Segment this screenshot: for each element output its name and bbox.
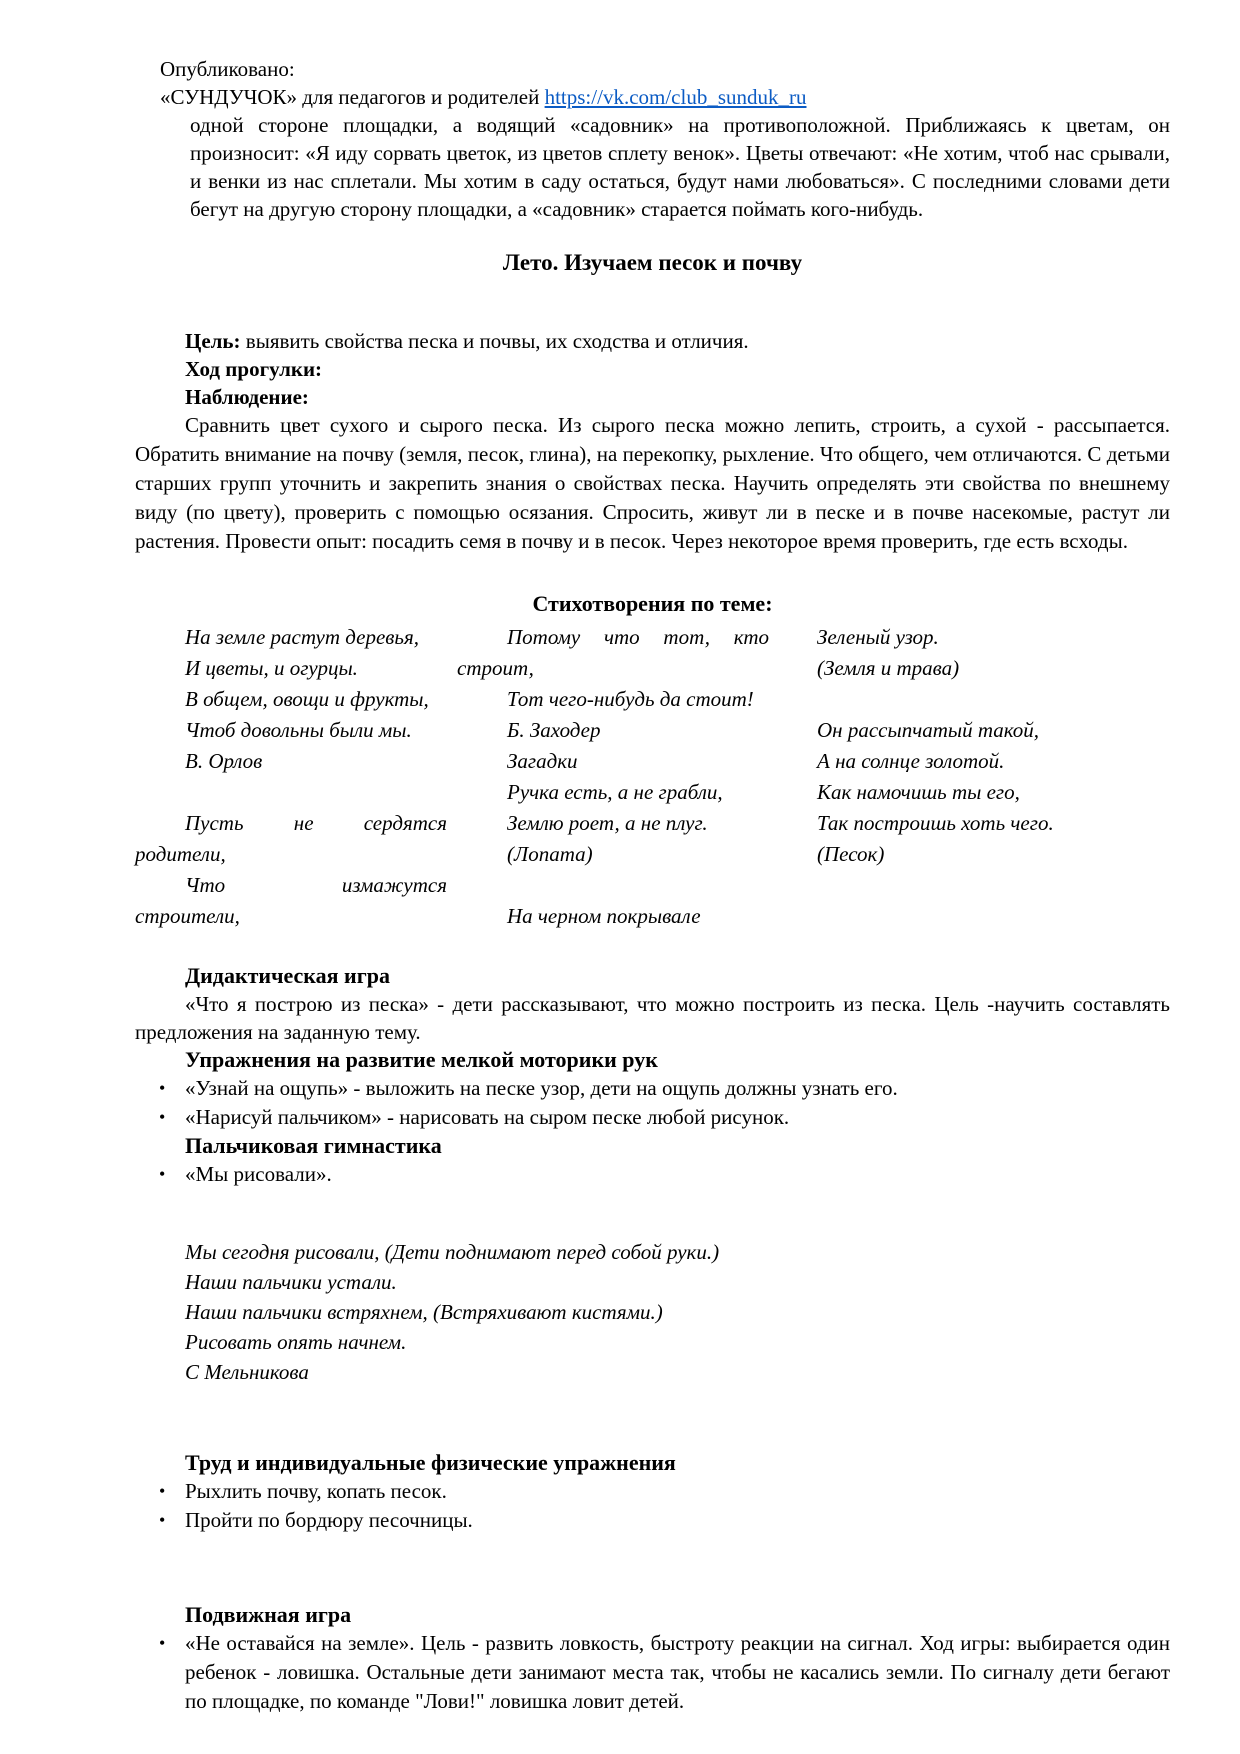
poem-column-3 [817,622,1170,932]
poem-line: (Лопата) [507,842,593,866]
poem-line: (Земля и трава) [817,656,960,680]
poem-line: В общем, овощи и фрукты, [185,687,429,711]
bullet-icon: • [159,1633,166,1653]
poem-line: Ручка есть, а не грабли, [507,780,723,804]
bullet-icon: • [159,1107,166,1127]
list-item-text: Пройти по бордюру песочницы. [185,1508,473,1532]
observation-heading: Наблюдение: [185,385,309,409]
intro-paragraph: одной стороне площадки, а водящий «садовник» на противоположной. Приближаясь к цветам, он произносит: «Я иду сорвать цветок, из цветов сплету венок». Цветы отвечают: «Не хотим, чтоб нас срывали, и венки из нас сплетали. Мы хотим в саду остаться, будут нами любоваться». С последними словами дети бегут на другую сторону площадки, а «садовник» старается поймать кого-нибудь. [190,113,1170,221]
goal-text: выявить свойства песка и почвы, их сходства и отличия. [240,329,749,353]
poem-column-2 [457,622,769,932]
list-item [135,1074,1170,1103]
walk-heading: Ход прогулки: [185,357,323,381]
poem-line: А на солнце золотой. [817,749,1005,773]
bullet-icon: • [159,1164,166,1184]
published-label: Опубликовано: [160,57,295,81]
list-item [135,1629,1170,1716]
poem-line: Пусть не сердятся [185,811,447,835]
goal-line [135,327,1170,355]
poem-line: Так построишь хоть чего. [817,811,1054,835]
list-item [135,1477,1170,1506]
poem-line: Чтоб довольны были мы. [185,718,412,742]
list-item-text: «Мы рисовали». [185,1162,332,1186]
list-item [135,1506,1170,1535]
audience-text: «СУНДУЧОК» для педагогов и родителей [160,85,545,109]
poem-line: Зеленый узор. [817,625,939,649]
list-item-text: «Не оставайся на земле». Цель - развить ловкость, быстроту реакции на сигнал. Ход игры: выбирается один ребенок - ловишка. Остальные дети занимают места так, чтобы не касались земли. По сигналу дети бегают по площадке, по команде "Лови!" ловишка ловит детей. [185,1631,1170,1713]
labor-heading: Труд и индивидуальные физические упражнения [185,1450,676,1475]
poem-line: Тот чего-нибудь да стоит! [507,687,754,711]
poem-line: Он рассыпчатый такой, [817,718,1040,742]
finger-gym-heading: Пальчиковая гимнастика [185,1133,442,1158]
poem-line: И цветы, и огурцы. [185,656,358,680]
poem-line: (Песок) [817,842,885,866]
didactic-game-paragraph: «Что я построю из песка» - дети рассказывают, что можно построить из песка. Цель -научить составлять предложения на заданную тему. [135,992,1170,1044]
motor-exercises-heading: Упражнения на развитие мелкой моторики рук [185,1047,658,1072]
poem-line: Потому что тот, кто [507,625,769,649]
finger-poem-line: Наши пальчики устали. [185,1270,397,1294]
poems-heading: Стихотворения по теме: [532,591,773,616]
bullet-icon: • [159,1481,166,1501]
vk-club-link[interactable]: https://vk.com/club_sunduk_ru [544,85,807,109]
didactic-game-heading: Дидактическая игра [185,963,390,988]
poem-line: В. Орлов [185,749,263,773]
observation-paragraph: Сравнить цвет сухого и сырого песка. Из сырого песка можно лепить, строить, а сухой - рассыпается. Обратить внимание на почву (земля, песок, глина), на перекопку, рыхление. Что общего, чем отличаются. С детьми старших групп уточнить и закрепить знания о свойствах песка. Научить определять эти свойства по внешнему виду (по цвету), проверить с помощью осязания. Спросить, живут ли в песке и в почве насекомые, растут ли растения. Провести опыт: посадить семя в почву и в песок. Через некоторое время проверить, где есть всходы. [135,413,1170,553]
poem-columns [135,622,1170,932]
poem-line: Как намочишь ты его, [817,780,1020,804]
poem-line-blank [135,777,447,808]
list-item-text: «Узнай на ощупь» - выложить на песке узор, дети на ощупь должны узнать его. [185,1076,898,1100]
list-item [135,1160,1170,1189]
bullet-icon: • [159,1510,166,1530]
poem-column-1 [135,622,447,932]
finger-poem-author: С Мельникова [185,1360,309,1384]
goal-label: Цель: [185,329,241,353]
poem-line-blank [457,870,769,901]
finger-poem [185,1237,1170,1387]
poem-line: строители, [135,904,240,928]
page-title: Лето. Изучаем песок и почву [502,250,803,275]
finger-poem-line: Наши пальчики встряхнем, (Встряхивают кистями.) [185,1300,663,1324]
bullet-icon: • [159,1078,166,1098]
list-item [135,1103,1170,1132]
poem-line: Загадки [507,749,578,773]
outdoor-game-heading: Подвижная игра [185,1602,352,1627]
published-line [135,83,1170,111]
list-item-text: «Нарисуй пальчиком» - нарисовать на сыром песке любой рисунок. [185,1105,790,1129]
poem-line: Б. Заходер [507,718,601,742]
list-item-text: Рыхлить почву, копать песок. [185,1479,447,1503]
poem-line: родители, [135,842,226,866]
poem-line: На черном покрывале [507,904,701,928]
poem-line: строит, [457,656,534,680]
finger-poem-line: Мы сегодня рисовали, (Дети поднимают перед собой руки.) [185,1240,720,1264]
poem-line: Что измажутся [185,873,447,897]
poem-line: Землю роет, а не плуг. [507,811,708,835]
finger-poem-line: Рисовать опять начнем. [185,1330,407,1354]
poem-line-blank [817,684,1170,715]
poem-line: На земле растут деревья, [185,625,419,649]
